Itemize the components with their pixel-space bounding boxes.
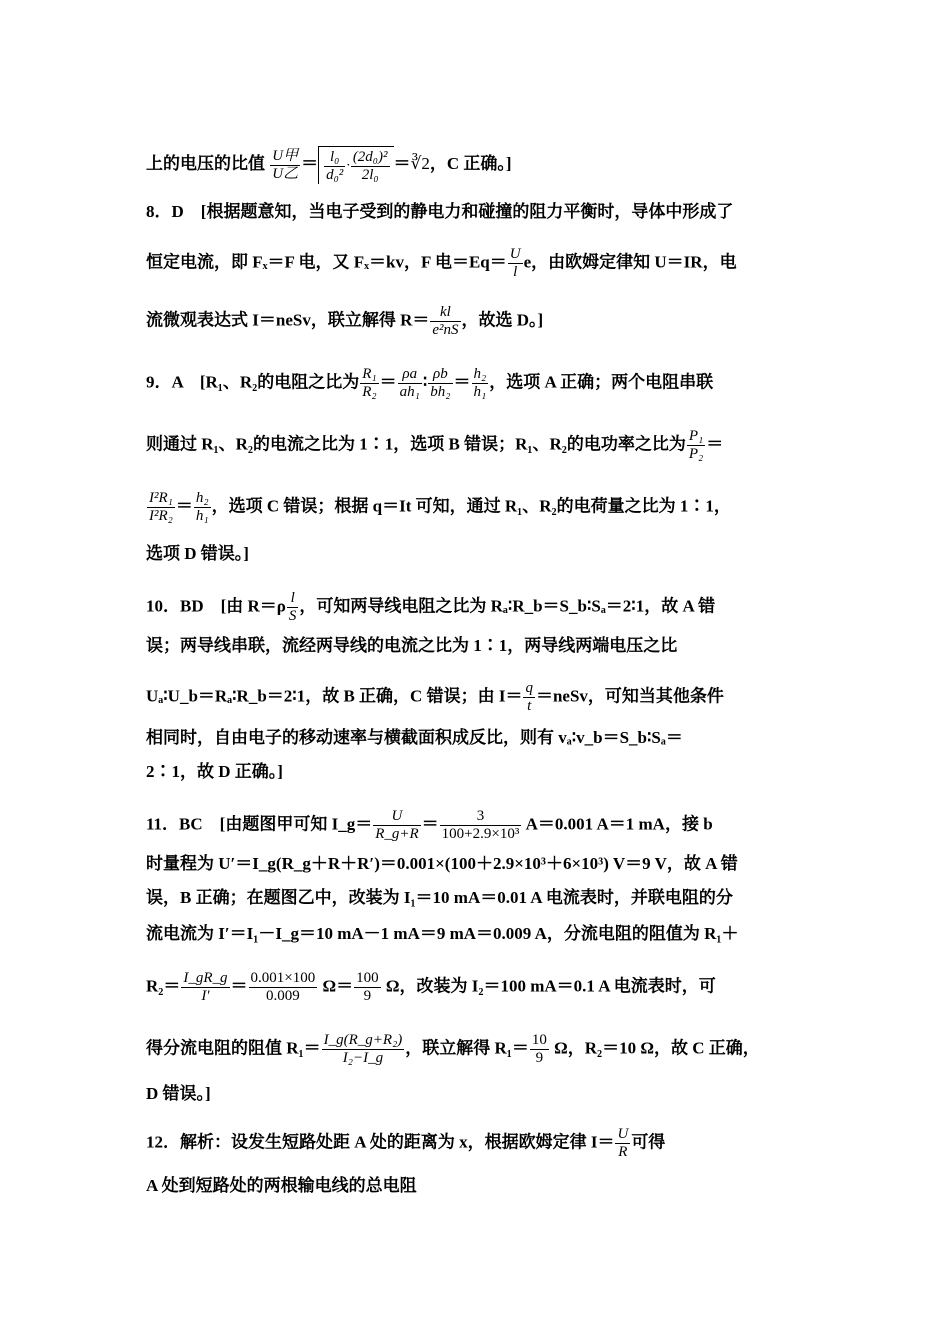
answer-11-line5: R₂＝ $\frac{I\_gR\_g}{I'}$ ＝ $\frac{0.001\times 100}{0.009}$ Ω＝ $\frac{100}{9}$ Ω，改装为 I₂＝100 mA＝0.1 A 电流表时，可 [146, 970, 716, 1004]
fraction [324, 149, 345, 184]
text: 时量程为 U′＝I_g(R_g＋R＋R′)＝0.001×(100＋2.9×10³＋6×10³) V＝9 V，故 A 错 [146, 854, 738, 873]
text: 恒定电流，即 Fₓ＝F 电，又 Fₓ＝kv，F 电＝Eq＝ [146, 252, 507, 272]
answer-11-line6 [146, 1032, 760, 1067]
fraction [194, 490, 211, 525]
den: I₂−I_g [342, 1050, 384, 1066]
num: ρb [428, 366, 452, 384]
text: A＝0.001 A＝1 mA，接 b [522, 814, 713, 834]
num: I_g(R_g+R₂) [323, 1032, 403, 1048]
text: 可得 [631, 1132, 666, 1152]
fraction [687, 428, 705, 463]
num: l [287, 590, 299, 608]
text: 8．D [根据题意知，当电子受到的静电力和碰撞的阻力平衡时，导体中形成了 [146, 202, 734, 221]
answer-10-line5 [146, 762, 283, 782]
text: 流微观表达式 I＝neSv，联立解得 R＝ [146, 310, 430, 330]
text: R₂＝ [146, 976, 181, 996]
den: bh₂ [430, 384, 451, 400]
num: 10 [531, 1032, 547, 1048]
num: 0.001×100 [250, 970, 316, 986]
text: ，选项 A 正确；两个电阻串联 [489, 372, 714, 392]
answer-12-line1 [146, 1126, 665, 1161]
answer-9-line2: 则通过 R₁、R₂的电流之比为 1∶1，选项 B 错误；R₁、R₂的电功率之比为 $\frac{\text{P₁}}{\text{P₂}}$ ＝ [146, 428, 724, 462]
num: R₁ [362, 366, 377, 382]
text: ，选项 C 错误；根据 q＝It 可知，通过 R₁、R₂的电荷量之比为 1∶1， [211, 496, 731, 516]
num: kl [430, 304, 460, 322]
fraction [270, 148, 300, 183]
fraction [508, 246, 523, 281]
text: ，联立解得 R₁＝ [405, 1038, 529, 1058]
radical: $\frac{\text{l₀}}{\text{d₀²}}$ · $\frac{\text{(2d₀)²}}{\text{2l₀}}$ [318, 146, 393, 184]
num: U [509, 246, 521, 262]
text: ＝neSv，可知当其他条件 [535, 686, 724, 706]
num: I_gR_g [183, 970, 228, 986]
den: 9 [363, 988, 372, 1004]
answer-11-line2 [146, 854, 738, 874]
answer-9-line3: $\frac{\text{I²R₁}}{\text{I²R₂}}$ ＝ $\frac{\text{h₂}}{\text{h₁}}$ ，选项 C 错误；根据 q＝It 可知，通过 R₁、R₂的电荷量之比为 1∶1， [149, 490, 731, 524]
num: h₂ [473, 366, 487, 382]
fraction [351, 149, 390, 184]
text: 12．解析：设发生短路处距 A 处的距离为 x，根据欧姆定律 I＝ [146, 1132, 615, 1152]
den: 0.009 [266, 988, 300, 1004]
fraction [360, 366, 378, 401]
den: U乙 [272, 165, 299, 182]
num: q [525, 680, 533, 696]
fraction [287, 590, 299, 625]
num: 100 [356, 970, 379, 986]
text: 误；两导线串联，流经两导线的电流之比为 1∶1，两导线两端电压之比 [146, 636, 678, 655]
text: 上的电压的比值 [146, 153, 265, 173]
fraction [147, 490, 175, 525]
answer-11-line3 [146, 888, 733, 908]
text: ，C 正确。] [429, 153, 512, 173]
text: 误，B 正确；在题图乙中，改装为 I₁＝10 mA＝0.01 A 电流表时，并联电阻的分 [146, 888, 733, 907]
fraction [472, 366, 489, 401]
answer-10-line1 [146, 590, 715, 625]
answer-8-line1 [146, 202, 733, 222]
den: l [513, 264, 518, 280]
den: I²R₂ [149, 508, 173, 524]
fraction [398, 366, 422, 401]
fraction [615, 1126, 630, 1161]
text: A 处到短路处的两根输电线的总电阻 [146, 1176, 417, 1195]
text: 11．BC [由题图甲可知 I_g＝ [146, 814, 373, 834]
text: 得分流电阻的阻值 R₁＝ [146, 1038, 321, 1058]
answer-11-line7 [146, 1084, 211, 1104]
text: Ω，R₂＝10 Ω，故 C 正确， [549, 1038, 760, 1058]
den: h₁ [473, 384, 487, 400]
text: Uₐ∶U_b＝Rₐ∶R_b＝2∶1，故 B 正确，C 错误；由 I＝ [146, 686, 523, 706]
answer-8-line3 [146, 304, 543, 339]
fraction [322, 1032, 405, 1067]
den: R [618, 1144, 628, 1160]
num: I²R₁ [149, 490, 173, 506]
num: U [373, 808, 420, 826]
fraction [373, 808, 420, 843]
answer-9-line1: 9．A [R₁、R₂的电阻之比为 $\frac{\text{R₁}}{\text{R₂}}$ ＝ $\frac{\rho a}{\text{ah₁}}$ ∶ $\frac{\rho b}{\text{bh₂}}$ ＝ $\frac{\text{h₂}}{\text{h₁}}$ ，选项 A 正确；两个电阻串联 [146, 366, 714, 400]
text: D 错误。] [146, 1084, 211, 1103]
num: l₀ [324, 149, 345, 167]
answer-10-line3 [146, 680, 724, 715]
den: 9 [535, 1050, 544, 1066]
fraction [249, 970, 318, 1005]
text: 10．BD [由 R＝ρ [146, 596, 286, 616]
cube-root: ∛2 [410, 153, 430, 173]
num: h₂ [195, 490, 209, 506]
den: S [288, 608, 297, 624]
text: 则通过 R₁、R₂的电流之比为 1∶1，选项 B 错误；R₁、R₂的电功率之比为 [146, 434, 686, 454]
answer-10-line2 [146, 636, 677, 656]
den: t [527, 698, 532, 714]
text: e，由欧姆定律知 U＝IR，电 [523, 252, 737, 272]
den: P₂ [688, 446, 704, 462]
den: R₂ [362, 384, 377, 400]
den: ah₁ [399, 384, 420, 400]
fraction [354, 970, 381, 1005]
fraction [530, 1032, 549, 1067]
den: h₁ [195, 508, 209, 524]
fraction [430, 304, 460, 339]
text: ，可知两导线电阻之比为 Rₐ∶R_b＝S_b∶Sₐ＝2∶1，故 A 错 [299, 596, 716, 616]
num: ρa [398, 366, 422, 384]
answer-10-line4 [146, 728, 683, 748]
num: 3 [440, 808, 522, 826]
answer-11-line4 [146, 924, 739, 944]
num: P₁ [688, 428, 704, 444]
num: U甲 [272, 147, 299, 164]
answer-9-line4 [146, 544, 249, 564]
text: 选项 D 错误。] [146, 544, 249, 563]
text: ，故选 D。] [461, 310, 544, 330]
den: e²nS [432, 322, 459, 338]
text: Ω，改装为 I₂＝100 mA＝0.1 A 电流表时，可 [381, 976, 716, 996]
den: I′ [201, 988, 210, 1004]
num: (2d₀)² [352, 149, 388, 165]
text: 9．A [R₁、R₂的电阻之比为 [146, 372, 360, 392]
fraction [428, 366, 452, 401]
den: 100+2.9×10³ [441, 826, 520, 842]
fraction [440, 808, 522, 843]
den: 2l₀ [361, 167, 379, 183]
fraction [181, 970, 229, 1005]
fraction [523, 680, 535, 715]
den: R_g+R [375, 826, 419, 842]
answer-12-line2 [146, 1176, 417, 1196]
text: 相同时，自由电子的移动速率与横截面积成反比，则有 vₐ∶v_b＝S_b∶Sₐ＝ [146, 728, 683, 747]
answer-8-line2 [146, 246, 737, 281]
answer-7-tail: 上的电压的比值 $\frac{\text{U甲}}{\text{U乙}}$ ＝ $\frac{\text{l₀}}{\text{d₀²}}$ · $\frac{\text{(2d₀)²}}{\text{2l₀}}$ ＝∛2，C 正确。] [146, 147, 512, 183]
text: 2∶1，故 D 正确。] [146, 762, 283, 781]
text: 流电流为 I′＝I₁－I_g＝10 mA－1 mA＝9 mA＝0.009 A，分流电阻的阻值为 R₁＋ [146, 924, 739, 943]
answer-11-line1: 11．BC [由题图甲可知 I_g＝ $\frac{U}{R\_g+R}$ ＝ $\frac{3}{\text{100+2.9×10³}}$ A＝0.001 A＝1 mA，接 b [146, 808, 713, 842]
den: d₀² [326, 167, 344, 183]
num: U [617, 1126, 629, 1142]
